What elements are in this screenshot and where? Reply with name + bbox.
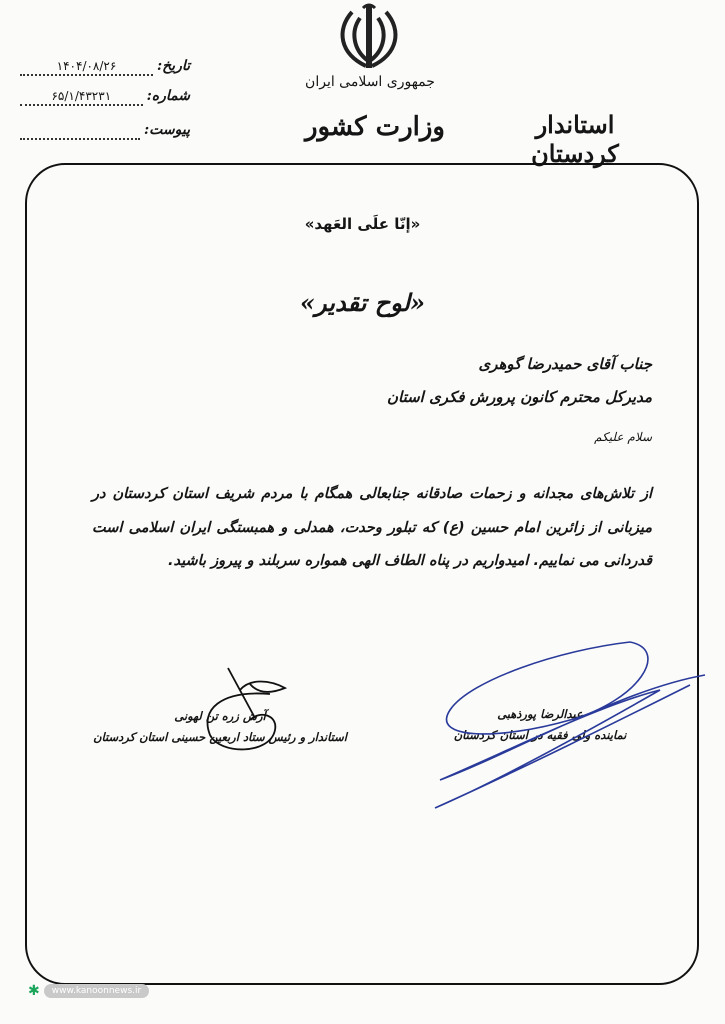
recipient-name: جناب آقای حمیدرضا گوهری: [478, 355, 652, 373]
date-field: [20, 58, 190, 76]
office-label: استاندار کردستان: [531, 110, 619, 168]
motto: «إنّا علَی العَهد»: [304, 215, 421, 233]
signer-name: آرش زره تن لهونی: [174, 709, 266, 723]
date-label: تاریخ:: [156, 58, 190, 74]
handwritten-signature-governor: [160, 660, 300, 760]
number-value: ۶۵/۱/۴۳۲۳۱: [20, 89, 143, 106]
handwritten-signature-representative: [420, 630, 710, 820]
body-text: از تلاش‌های مجدانه و زحمات صادقانه جنابعالی همگام با مردم شریف استان کردستان در میزبانی از زائرین امام حسین (ع) که تبلور وحدت، همدلی و همبستگی ایران اسلامی است قدردانی می نماییم. امیدواریم در پناه الطاف الهی همواره سربلند و پیروز باشید.: [92, 486, 652, 569]
attachment-value: [20, 123, 140, 140]
number-label: شماره:: [146, 88, 190, 104]
iran-emblem-icon: [330, 2, 408, 72]
signer-title: نماینده ولی فقیه در استان کردستان: [453, 728, 627, 742]
signer-name: عبدالرضا پورذهبی: [497, 707, 583, 721]
number-field: [20, 88, 190, 106]
signer-title: استاندار و رئیس ستاد اربعین حسینی استان کردستان: [93, 730, 347, 744]
watermark: [28, 983, 149, 999]
greeting: سلام علیکم: [594, 430, 652, 444]
recipient-title: مدیرکل محترم کانون پرورش فکری استان: [387, 388, 652, 406]
watermark-url: www.kanoonnews.ir: [44, 984, 149, 998]
plaque-title: «لوح تقدیر»: [300, 288, 425, 317]
republic-label: جمهوری اسلامی ایران: [305, 74, 435, 90]
attachment-label: پیوست:: [144, 122, 190, 138]
ministry-label: وزارت کشور: [305, 112, 445, 142]
kanoon-logo-icon: ✱: [28, 983, 40, 999]
date-value: ۱۴۰۴/۰۸/۲۶: [20, 59, 153, 76]
attachment-field: [20, 122, 190, 140]
